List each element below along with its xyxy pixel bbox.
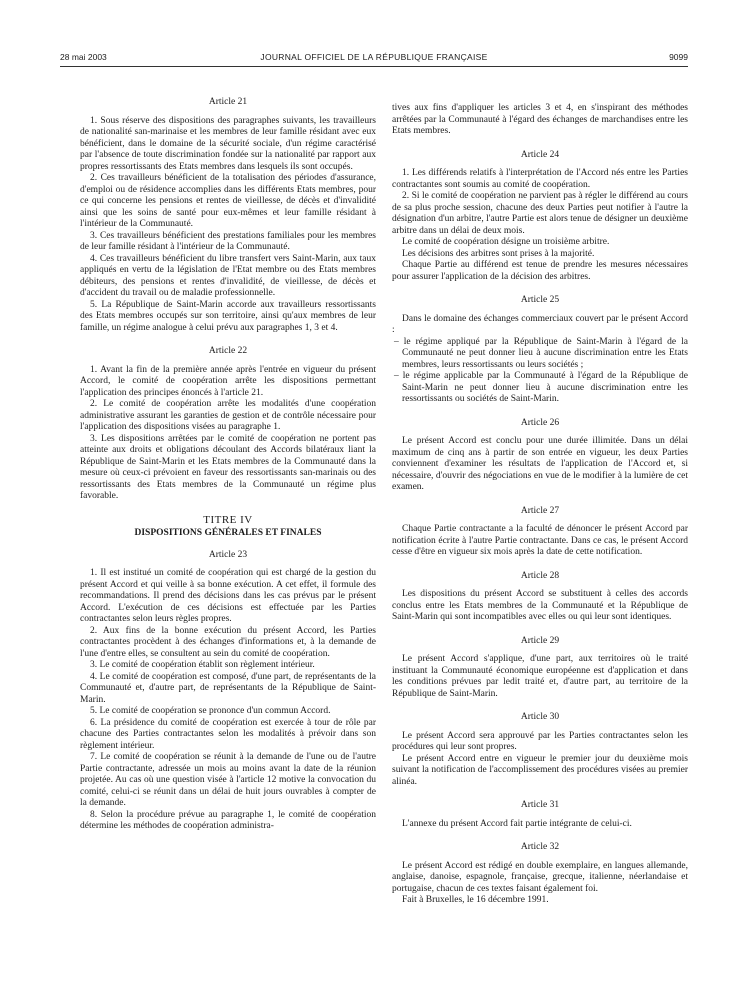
header-rule (60, 66, 688, 67)
article-paragraph: Le présent Accord est conclu pour une durée illimitée. Dans un délai maximum de cinq ans à partir de son entrée en vigueur, les deux Parties conviennent d'examiner les résultats de l'application de l'Accord et, si nécessaire, d'ouvrir des négociations en vue de le modifier à la lumière de cet examen. (392, 436, 688, 492)
article-heading: Article 25 (520, 295, 560, 305)
article-block (392, 103, 688, 138)
article-block (392, 842, 688, 907)
article-paragraph: Fait à Bruxelles, le 16 décembre 1991. (402, 895, 549, 905)
titre-heading: TITRE IV (203, 513, 253, 526)
article-heading: Article 31 (520, 800, 560, 810)
article-paragraph: 1. Avant la fin de la première année après l'entrée en vigueur du présent Accord, le comité de coopération arrête les dispositions permettant l'application des principes énoncés à l'article 21. (80, 364, 376, 398)
article-paragraph: 3. Ces travailleurs bénéficient des prestations familiales pour les membres de leur famille résidant à l'intérieur de la Communauté. (80, 230, 376, 252)
article-paragraph: Les dispositions du présent Accord se substituent à celles des accords conclus entre les Etats membres de la Communauté et la République de Saint-Marin qui sont incompatibles avec elles ou qui leur sont identiques. (392, 589, 688, 622)
article-paragraph: Le présent Accord s'applique, d'une part, aux territoires où le traité instituant la Communauté économique européenne est d'application et dans les conditions prévues par ledit traité et, d'autre part, au territoire de la République de Saint-Marin. (392, 654, 688, 699)
article-block (80, 97, 376, 334)
article-paragraph: Chaque Partie au différend est tenue de prendre les mesures nécessaires pour assurer l'application de la décision des arbitres. (392, 260, 688, 282)
article-paragraph: Le présent Accord est rédigé en double exemplaire, en langues allemande, anglaise, danoise, espagnole, française, grecque, italienne, néerlandaise et portugaise, chacun de ces textes faisant également foi. (392, 860, 688, 894)
article-paragraph: Chaque Partie contractante a la faculté de dénoncer le présent Accord par notification écrite à l'autre Partie contractante. Dans ce cas, le présent Accord cesse d'être en vigueur six mois après la date de cette notification. (392, 524, 688, 557)
article-paragraph: 1. Les différends relatifs à l'interprétation de l'Accord nés entre les Parties contractantes sont soumis au comité de coopération. (392, 168, 688, 190)
article-paragraph: 1. Il est institué un comité de coopération qui est chargé de la gestion du présent Accord et qui veille à sa bonne exécution. A cet effet, il formule des recommandations. Il prend des décisions dans les cas prévus par le présent Accord. L'exécution de ces décisions est effectuée par les Parties contractantes selon leurs règles propres. (80, 568, 376, 624)
article-block (392, 571, 688, 624)
article-paragraph: 2. Aux fins de la bonne exécution du présent Accord, les Parties contractantes procèdent à des échanges d'informations et, à la demande de l'une d'entre elles, se consultent au sein du comité de coopération. (80, 625, 376, 659)
article-paragraph: 5. La République de Saint-Marin accorde aux travailleurs ressortissants des Etats membres occupés sur son territoire, ainsi qu'aux membres de leur famille, un régime analogue à celui prévu aux paragraphes 1, 3 et 4. (80, 299, 376, 333)
article-block (392, 418, 688, 494)
article-block (392, 150, 688, 284)
article-paragraph: Le comité de coopération désigne un troisième arbitre. (402, 237, 610, 247)
article-paragraph: Le présent Accord entre en vigueur le premier jour du deuxième mois suivant la notification de l'accomplissement des procédures visées au premier alinéa. (392, 753, 688, 787)
article-paragraph: L'annexe du présent Accord fait partie intégrante de celui-ci. (402, 818, 632, 829)
article-paragraph: 4. Le comité de coopération est composé, d'une part, de représentants de la Communauté et, d'autre part, de représentants de la République de Saint-Marin. (80, 671, 376, 705)
article-heading: Article 27 (520, 505, 560, 516)
right-column (392, 103, 688, 919)
article-block (392, 636, 688, 701)
article-heading: Article 26 (520, 417, 560, 428)
article-paragraph: 5. Le comité de coopération se prononce d'un commun Accord. (90, 706, 331, 716)
publication-date: 28 mai 2003 (60, 52, 107, 62)
article-block (392, 506, 688, 559)
article-block (80, 346, 376, 503)
article-paragraph: tives aux fins d'appliquer les articles 3 et 4, en s'inspirant des méthodes arrêtées par la Communauté à l'égard des échanges de marchandises entre les Etats membres. (392, 103, 688, 136)
article-paragraph: 2. Ces travailleurs bénéficient de la totalisation des périodes d'assurance, d'emploi ou de résidence accomplies dans les différents Etats membres, pour ce qui concerne les pensions et rentes de vieillesse, de décès et d'invalidité ainsi que les soins de santé pour eux-mêmes et leur famille résidant à l'intérieur de la Communauté. (80, 173, 376, 229)
article-paragraph: Dans le domaine des échanges commerciaux couvert par le présent Accord : (392, 313, 688, 335)
article-heading: Article 22 (208, 346, 248, 356)
article-block (392, 712, 688, 788)
bullet-list (392, 337, 688, 406)
article-heading: Article 24 (520, 149, 560, 160)
bullet-item: – le régime applicable par la Communauté à l'égard de la République de Saint-Marin ne peut donner lieu à aucune discrimination entre les ressortissants ou sociétés de Saint-Marin. (394, 371, 688, 404)
page-header (60, 52, 688, 66)
article-paragraph: 4. Ces travailleurs bénéficient du libre transfert vers Saint-Marin, aux taux appliqués en vertu de la législation de l'Etat membre ou des Etats membres débiteurs, des pensions et rentes d'invalidité, de vieillesse, de décès et d'accident du travail ou de maladie professionnelle. (80, 253, 376, 298)
journal-title: JOURNAL OFFICIEL DE LA RÉPUBLIQUE FRANÇAISE (260, 52, 488, 62)
article-paragraph: 2. Si le comité de coopération ne parvient pas à régler le différend au cours de sa plus proche session, chacune des deux Parties peut notifier à l'autre la désignation d'un arbitre, l'autre Partie est alors tenue de désigner un deuxième arbitre dans un délai de deux mois. (392, 191, 688, 236)
bullet-item: – le régime appliqué par la République de Saint-Marin à l'égard de la Communauté ne peut donner lieu à aucune discrimination entre les Etats membres, leurs ressortissants ou leurs sociétés ; (394, 336, 688, 370)
article-paragraph: 3. Les dispositions arrêtées par le comité de coopération ne portent pas atteinte aux droits et obligations découlant des Accords bilatéraux liant la République de Saint-Marin et les Etats membres de la Communauté dans la mesure où ceux-ci prévoient en faveur des ressortissants san-marinais ou des ressortissants des Etats membres de la Communauté un régime plus favorable. (80, 433, 376, 501)
article-heading: Article 29 (520, 635, 560, 646)
article-heading: Article 23 (208, 549, 248, 560)
article-paragraph: 7. Le comité de coopération se réunit à la demande de l'une ou de l'autre Partie contractante, adressée un mois au moins avant la date de la réunion projetée. Au cas où une question visée à l'article 12 motive la convocation du comité, celui-ci se réunit dans un délai de huit jours ouvrables à compter de la demande. (80, 752, 376, 808)
page-number: 9099 (669, 52, 688, 62)
article-paragraph: 1. Sous réserve des dispositions des paragraphes suivants, les travailleurs de nationalité san-marinaise et les membres de leur famille résidant avec eux bénéficient, dans le domaine de la sécurité sociale, d'un régime caractérisé par l'absence de toute discrimination fondée sur la nationalité par rapport aux propres ressortissants des Etats membres dans lesquels ils sont occupés. (80, 115, 376, 172)
article-heading: Article 32 (520, 842, 560, 852)
article-heading: Article 21 (208, 97, 248, 107)
article-paragraph: 6. La présidence du comité de coopération est exercée à tour de rôle par chacune des Parties contractantes selon les modalités à prévoir dans son règlement intérieur. (80, 717, 376, 751)
article-heading: Article 30 (520, 712, 560, 722)
titre-subtitle: DISPOSITIONS GÉNÉRALES ET FINALES (134, 528, 322, 538)
article-paragraph: 3. Le comité de coopération établit son règlement intérieur. (90, 660, 315, 670)
article-block (392, 295, 688, 406)
article-paragraph: Le présent Accord sera approuvé par les Parties contractantes selon les procédures qui leur sont propres. (392, 730, 688, 752)
left-column (80, 97, 376, 845)
article-paragraph: Les décisions des arbitres sont prises à la majorité. (402, 248, 595, 259)
article-paragraph: 2. Le comité de coopération arrête les modalités d'une coopération administrative assurant les garanties de gestion et de contrôle nécessaire pour l'application des dispositions visées au paragraphe 1. (80, 399, 376, 432)
article-block (392, 800, 688, 830)
article-block (80, 550, 376, 833)
article-paragraph: 8. Selon la procédure prévue au paragraphe 1, le comité de coopération détermine les méthodes de coopération administra- (80, 809, 376, 831)
article-heading: Article 28 (520, 570, 560, 581)
